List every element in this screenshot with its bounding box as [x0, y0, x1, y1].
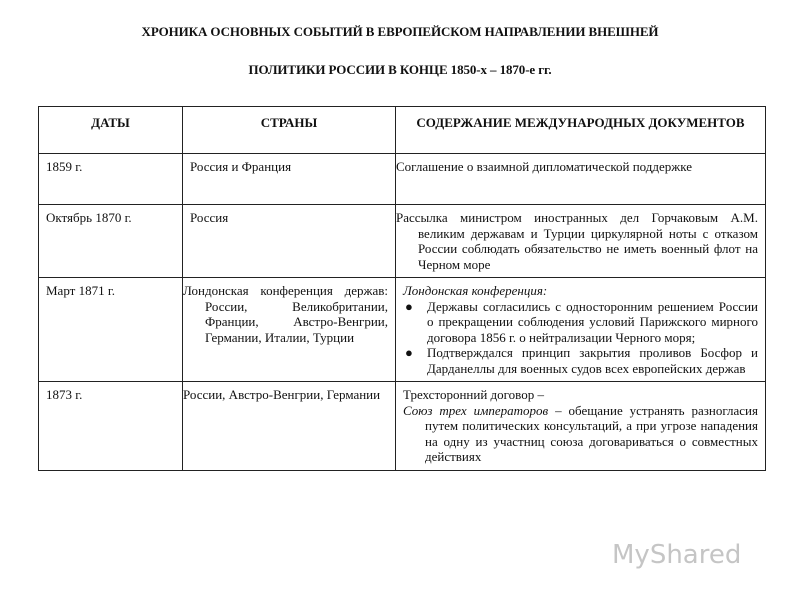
watermark-logo: MyShared [612, 540, 742, 570]
cell-date: Октябрь 1870 г. [39, 205, 183, 278]
chronicle-table [38, 106, 766, 471]
table-row [39, 382, 766, 471]
cell-date: 1859 г. [39, 154, 183, 205]
cell-content [396, 382, 766, 471]
cell-content: Соглашение о взаимной дипломатической поддержке [396, 154, 766, 205]
page-title-line2: ПОЛИТИКИ РОССИИ В КОНЦЕ 1850-х – 1870-е гг. [248, 62, 552, 77]
bullet-item [403, 299, 758, 346]
table-row [39, 205, 766, 278]
header-content: СОДЕРЖАНИЕ МЕЖДУНАРОДНЫХ ДОКУМЕНТОВ [396, 107, 766, 154]
page-title-line1: ХРОНИКА ОСНОВНЫХ СОБЫТИЙ В ЕВРОПЕЙСКОМ НАПРАВЛЕНИИ ВНЕШНЕЙ [141, 24, 659, 39]
bullet-text: Державы согласились с односторонним решением России о прекращении соблюдения условий Парижского мирного договора 1856 г. о нейтрализации Черного моря; [427, 298, 758, 345]
header-dates: ДАТЫ [39, 107, 183, 154]
content-heading: Лондонская конференция: [403, 283, 548, 298]
cell-content: Рассылка министром иностранных дел Горчаковым А.М. великим державам и Турции циркулярной ноты с отказом России соблюдать обязательство не иметь военный флот на Черном море [396, 205, 766, 278]
content-italic: Союз трех императоров [403, 402, 549, 418]
content-body [403, 403, 758, 465]
cell-countries: России, Австро-Венгрии, Германии [183, 382, 396, 471]
content-line1: Трехсторонний договор – [403, 387, 544, 402]
table-header-row [39, 107, 766, 154]
cell-countries: Лондонская конференция держав: России, Великобритании, Франции, Австро-Венгрии, Германии, Италии, Турции [183, 278, 396, 382]
table-row [39, 278, 766, 382]
content-rest: – обещание устранять разногласия путем политических консультаций, а при угрозе нападения на одну из участниц союза договариваться о совместных действиях [425, 402, 758, 464]
cell-countries: Россия и Франция [183, 154, 396, 205]
bullet-text: Подтверждался принцип закрытия проливов Босфор и Дарданеллы для военных судов всех европейских держав [427, 345, 758, 376]
cell-date: 1873 г. [39, 382, 183, 471]
cell-countries: Россия [183, 205, 396, 278]
bullet-icon: ● [405, 345, 413, 360]
bullet-icon: ● [405, 298, 413, 314]
cell-date: Март 1871 г. [39, 278, 183, 382]
header-countries: СТРАНЫ [183, 107, 396, 154]
table-row [39, 154, 766, 205]
cell-content [396, 278, 766, 382]
bullet-item [403, 345, 758, 376]
